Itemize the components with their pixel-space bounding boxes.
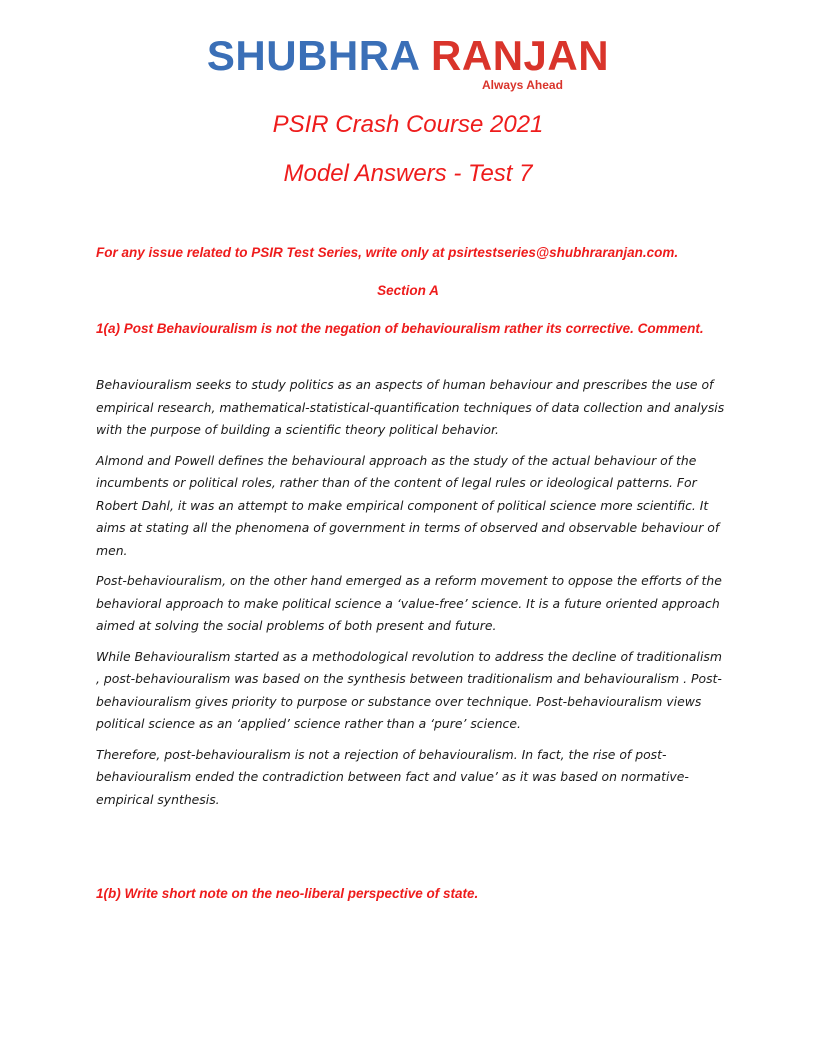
- answer-paragraph: Almond and Powell defines the behavioural approach as the study of the actual behaviour of the incumbents or political roles, rather than of the content of legal rules or ideological patterns. For Robert Dahl, it was an attempt to make empirical component of political science more scientific. It aims at stating all the phenomena of government in terms of observed and observable behaviour of men.: [96, 452, 720, 558]
- answer-1a-body: [96, 374, 728, 819]
- logo-tagline: Always Ahead: [482, 78, 563, 92]
- contact-notice: For any issue related to PSIR Test Series, write only at psirtestseries@shubhraranjan.com.: [96, 245, 679, 260]
- answer-paragraph: While Behaviouralism started as a methodological revolution to address the decline of traditionalism , post-behaviouralism was based on the synthesis between traditionalism and behaviouralism . Post-behaviouralism gives priority to purpose or substance over technique. Post-behaviouralism views political science as an ‘applied’ science rather than a ‘pure’ science.: [96, 648, 722, 731]
- logo-wordmark: [0, 34, 816, 78]
- question-1a: 1(a) Post Behaviouralism is not the negation of behaviouralism rather its corrective. Comment.: [96, 321, 704, 336]
- logo-word-ranjan: RANJAN: [431, 32, 610, 79]
- answer-paragraph: Post-behaviouralism, on the other hand emerged as a reform movement to oppose the efforts of the behavioral approach to make political science a ‘value-free’ science. It is a future oriented approach aimed at solving the social problems of both present and future.: [96, 573, 722, 633]
- answer-paragraph: Behaviouralism seeks to study politics as an aspects of human behaviour and prescribes the use of empirical research, mathematical-statistical-quantification techniques of data collection and analysis with the purpose of building a scientific theory political behavior.: [96, 377, 725, 437]
- test-title: Model Answers - Test 7: [283, 160, 533, 187]
- logo-word-shubhra: SHUBHRA: [206, 32, 419, 79]
- brand-logo: [0, 32, 816, 92]
- answer-paragraph: Therefore, post-behaviouralism is not a rejection of behaviouralism. In fact, the rise of post-behaviouralism ended the contradiction between fact and value’ as it was based on normative-empirical synthesis.: [96, 746, 689, 807]
- section-heading: Section A: [377, 283, 439, 298]
- question-1b: 1(b) Write short note on the neo-liberal perspective of state.: [96, 886, 479, 901]
- course-title: PSIR Crash Course 2021: [272, 111, 544, 138]
